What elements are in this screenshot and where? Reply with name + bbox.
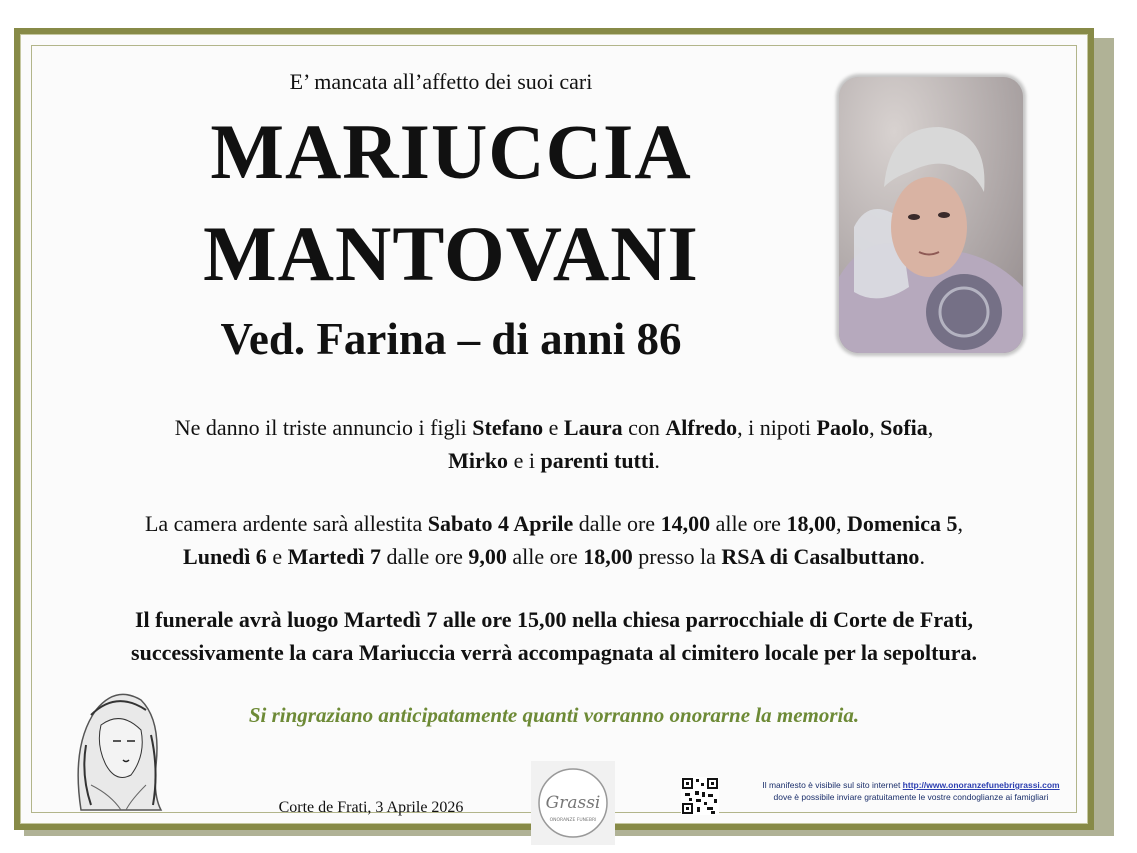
p1-run: e i bbox=[508, 448, 541, 473]
website-info bbox=[731, 779, 1091, 803]
announcement-wake bbox=[41, 507, 1067, 573]
grassi-logo bbox=[531, 761, 615, 845]
place-date: Corte de Frati, 3 Aprile 2026 bbox=[278, 799, 464, 816]
p2-run: alle ore bbox=[506, 544, 584, 569]
info-prefix: Il manifesto è visibile sul sito internet bbox=[762, 780, 903, 790]
p2-run: , bbox=[957, 511, 964, 536]
intro-text: E’ mancata all’affetto dei suoi cari bbox=[289, 69, 593, 94]
p2-run: 9,00 bbox=[468, 544, 507, 569]
portrait-photo bbox=[839, 77, 1023, 353]
p2-run: dalle ore bbox=[381, 544, 469, 569]
p1-run: con bbox=[622, 415, 666, 440]
p2-run: e bbox=[266, 544, 288, 569]
p2-run: , bbox=[835, 511, 847, 536]
deceased-first-name: MARIUCCIA bbox=[210, 108, 692, 195]
p2-run: . bbox=[919, 544, 925, 569]
deceased-last-name: MANTOVANI bbox=[203, 210, 699, 297]
p1-run: , bbox=[869, 415, 881, 440]
announcement-family bbox=[41, 411, 1067, 477]
p1-run: , bbox=[927, 415, 934, 440]
p1-run: e bbox=[543, 415, 564, 440]
p1-run: parenti tutti bbox=[540, 448, 655, 473]
p2-run: alle ore bbox=[710, 511, 787, 536]
deceased-subtitle: Ved. Farina – di anni 86 bbox=[220, 314, 682, 364]
p2-run: Domenica 5 bbox=[846, 511, 958, 536]
logo-sub: ONORANZE FUNEBRI bbox=[549, 818, 597, 823]
p2-run: 14,00 bbox=[660, 511, 711, 536]
p1-run: Paolo bbox=[816, 415, 870, 440]
p2-run: 18,00 bbox=[583, 544, 633, 569]
logo-name: Grassi bbox=[545, 793, 601, 813]
notice-frame bbox=[14, 28, 1094, 830]
p2-run: 18,00 bbox=[786, 511, 836, 536]
info-line-2: dove è possibile inviare gratuitamente le vostre condoglianze ai famigliari bbox=[773, 792, 1049, 802]
funeral-line-1: Il funerale avrà luogo Martedì 7 alle ore 15,00 nella chiesa parrocchiale di Corte de Frati, bbox=[134, 607, 974, 632]
qr-code-icon[interactable] bbox=[681, 777, 719, 815]
p2-run: La camera ardente sarà allestita bbox=[144, 511, 428, 536]
p1-run: Stefano bbox=[472, 415, 544, 440]
thanks-text: Si ringraziano anticipatamente quanti vorranno onorarne la memoria. bbox=[248, 703, 860, 727]
notice-paper bbox=[20, 34, 1088, 824]
p2-run: Lunedì 6 bbox=[183, 544, 267, 569]
p2-run: Martedì 7 bbox=[287, 544, 382, 569]
p1-run: , i nipoti bbox=[737, 415, 817, 440]
p1-run: Ne danno il triste annuncio i figli bbox=[174, 415, 473, 440]
announcement-funeral bbox=[41, 603, 1067, 669]
p2-run: presso la bbox=[632, 544, 722, 569]
p2-run: dalle ore bbox=[573, 511, 661, 536]
p2-run: RSA di Casalbuttano bbox=[721, 544, 920, 569]
p1-run: Mirko bbox=[448, 448, 509, 473]
p1-run: Laura bbox=[563, 415, 623, 440]
funeral-line-2: successivamente la cara Mariuccia verrà accompagnata al cimitero locale per la sepoltura. bbox=[131, 640, 977, 665]
p1-run: Alfredo bbox=[665, 415, 738, 440]
p1-run: . bbox=[654, 448, 660, 473]
website-link[interactable]: http://www.onoranzefunebrigrassi.com bbox=[902, 780, 1060, 790]
p2-run: Sabato 4 Aprile bbox=[427, 511, 574, 536]
p1-run: Sofia bbox=[880, 415, 928, 440]
madonna-drawing bbox=[61, 675, 171, 815]
